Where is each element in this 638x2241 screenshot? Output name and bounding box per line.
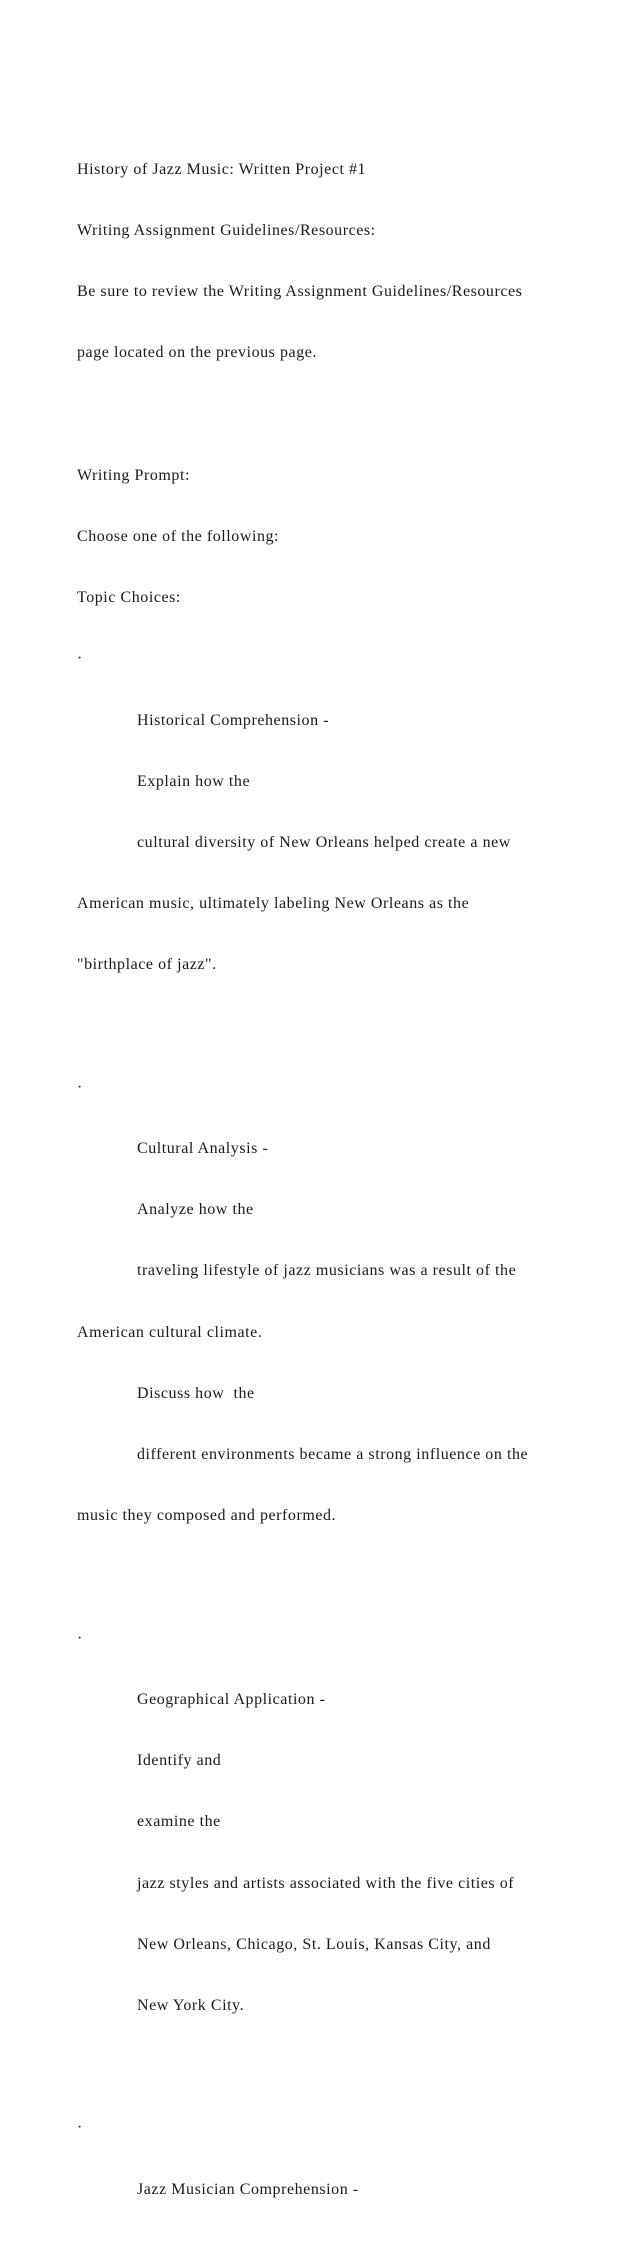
topic-2-line: American cultural climate. bbox=[77, 1323, 263, 1341]
topic-3-title: Geographical Application - bbox=[137, 1690, 326, 1708]
topic-3-line: examine the bbox=[137, 1813, 221, 1831]
topic-2-line: Discuss how the bbox=[137, 1384, 255, 1402]
topic-1-title: Historical Comprehension - bbox=[137, 711, 330, 729]
topic-2-line: different environments became a strong influence on the bbox=[137, 1446, 529, 1464]
bullet-marker: · bbox=[77, 1078, 83, 1096]
topic-2-line: music they composed and performed. bbox=[77, 1507, 337, 1525]
topic-3-line: jazz styles and artists associated with the five cities of bbox=[137, 1874, 515, 1892]
blank-line bbox=[77, 405, 617, 425]
topic-3-line: New Orleans, Chicago, St. Louis, Kansas City, and bbox=[137, 1935, 491, 1953]
bullet-marker: · bbox=[77, 1629, 83, 1647]
writing-prompt-heading: Writing Prompt: bbox=[77, 466, 190, 484]
topic-1-line: cultural diversity of New Orleans helped create a new bbox=[137, 834, 511, 852]
document-title: History of Jazz Music: Written Project #1 bbox=[77, 160, 367, 178]
blank-line bbox=[77, 1567, 617, 1587]
topic-3-line: Identify and bbox=[137, 1752, 222, 1770]
choose-instruction: Choose one of the following: bbox=[77, 528, 280, 546]
document-body bbox=[77, 119, 617, 2241]
topic-2-line: Analyze how the bbox=[137, 1201, 254, 1219]
guidelines-heading: Writing Assignment Guidelines/Resources: bbox=[77, 222, 376, 240]
topic-2-line: traveling lifestyle of jazz musicians was a result of the bbox=[137, 1262, 517, 1280]
bullet-marker: · bbox=[77, 650, 83, 668]
topic-1-line: Explain how the bbox=[137, 772, 251, 790]
topic-4-title: Jazz Musician Comprehension - bbox=[137, 2180, 359, 2198]
blank-line bbox=[77, 2057, 617, 2077]
topic-choices-heading: Topic Choices: bbox=[77, 589, 181, 607]
guidelines-note-line-1: Be sure to review the Writing Assignment Guidelines/Resources bbox=[77, 283, 523, 301]
guidelines-note-line-2: page located on the previous page. bbox=[77, 344, 317, 362]
topic-3-line: New York City. bbox=[137, 1996, 245, 2014]
blank-line bbox=[77, 1017, 617, 1037]
topic-1-line: "birthplace of jazz". bbox=[77, 956, 217, 974]
topic-1-line: American music, ultimately labeling New Orleans as the bbox=[77, 895, 470, 913]
topic-2-title: Cultural Analysis - bbox=[137, 1140, 269, 1158]
bullet-marker: · bbox=[77, 2119, 83, 2137]
